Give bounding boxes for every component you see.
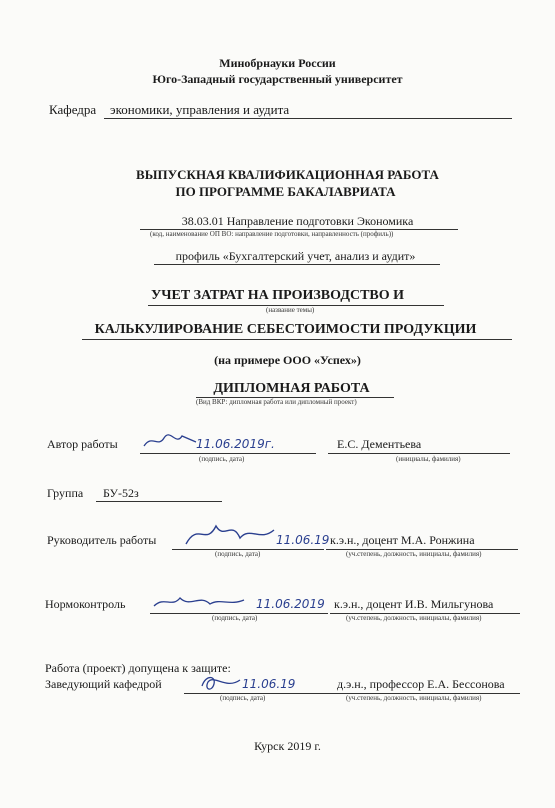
normcontrol-signature-date: 11.06.2019: [256, 597, 325, 611]
supervisor-sig-hint: (подпись, дата): [215, 550, 261, 558]
normcontrol-name: к.э.н., доцент И.В. Мильгунова: [334, 597, 494, 611]
work-type: ДИПЛОМНАЯ РАБОТА: [213, 381, 370, 396]
topic-line3: (на примере ООО «Успех»): [214, 353, 361, 367]
supervisor-signature-date: 11.06.19: [276, 533, 330, 547]
supervisor-label: Руководитель работы: [47, 533, 157, 547]
department-value: экономики, управления и аудита: [110, 102, 290, 117]
head-sig-hint: (подпись, дата): [220, 694, 266, 702]
group-underline: [96, 501, 222, 502]
direction-hint: (код, наименование ОП ВО: направление подготовки, направленность (профиль)): [150, 230, 394, 238]
city-year: Курск 2019 г.: [254, 739, 321, 753]
supervisor-name-hint: (уч.степень, должность, инициалы, фамилия): [346, 550, 482, 558]
work-type-hint: (Вид ВКР: дипломная работа или дипломный проект): [196, 398, 357, 406]
head-signature-date: 11.06.19: [242, 677, 296, 691]
profile-text: профиль «Бухгалтерский учет, анализ и аудит»: [175, 249, 416, 263]
admission-label: Работа (проект) допущена к защите:: [45, 661, 231, 675]
author-name-underline: [328, 453, 510, 454]
department-underline: [104, 118, 512, 119]
normcontrol-label: Нормоконтроль: [45, 597, 126, 611]
author-signature-icon: [140, 430, 200, 452]
supervisor-name: к.э.н., доцент М.А. Ронжина: [330, 533, 475, 547]
head-name: д.э.н., профессор Е.А. Бессонова: [337, 677, 505, 691]
author-name-hint: (инициалы, фамилия): [396, 455, 461, 463]
department-label: Кафедра: [49, 102, 97, 117]
work-title-line1: ВЫПУСКНАЯ КВАЛИФИКАЦИОННАЯ РАБОТА: [136, 167, 439, 182]
head-of-department-label: Заведующий кафедрой: [45, 677, 162, 691]
ministry-name: Минобрнауки России: [219, 56, 336, 70]
topic-line1: УЧЕТ ЗАТРАТ НА ПРОИЗВОДСТВО И: [150, 288, 405, 303]
university-name: Юго-Западный государственный университет: [152, 72, 403, 86]
head-name-hint: (уч.степень, должность, инициалы, фамилия): [346, 694, 482, 702]
supervisor-signature-icon: [180, 516, 280, 550]
normcontrol-name-hint: (уч.степень, должность, инициалы, фамилия): [346, 614, 482, 622]
topic-line2-underline: [82, 339, 512, 340]
direction-text: 38.03.01 Направление подготовки Экономика: [181, 214, 414, 228]
group-label: Группа: [47, 486, 84, 500]
topic-line2: КАЛЬКУЛИРОВАНИЕ СЕБЕСТОИМОСТИ ПРОДУКЦИИ: [94, 322, 477, 337]
normcontrol-sig-hint: (подпись, дата): [212, 614, 258, 622]
author-label: Автор работы: [47, 437, 118, 451]
author-name: Е.С. Дементьева: [337, 437, 422, 451]
work-title-line2: ПО ПРОГРАММЕ БАКАЛАВРИАТА: [175, 184, 396, 199]
topic-hint: (название темы): [266, 306, 315, 314]
author-signature-date: 11.06.2019г.: [196, 437, 275, 451]
profile-underline: [154, 264, 440, 265]
normcontrol-signature-icon: [150, 588, 250, 614]
author-sig-hint: (подпись, дата): [199, 455, 245, 463]
author-signature-underline: [140, 453, 316, 454]
group-value: БУ-52з: [103, 486, 139, 500]
